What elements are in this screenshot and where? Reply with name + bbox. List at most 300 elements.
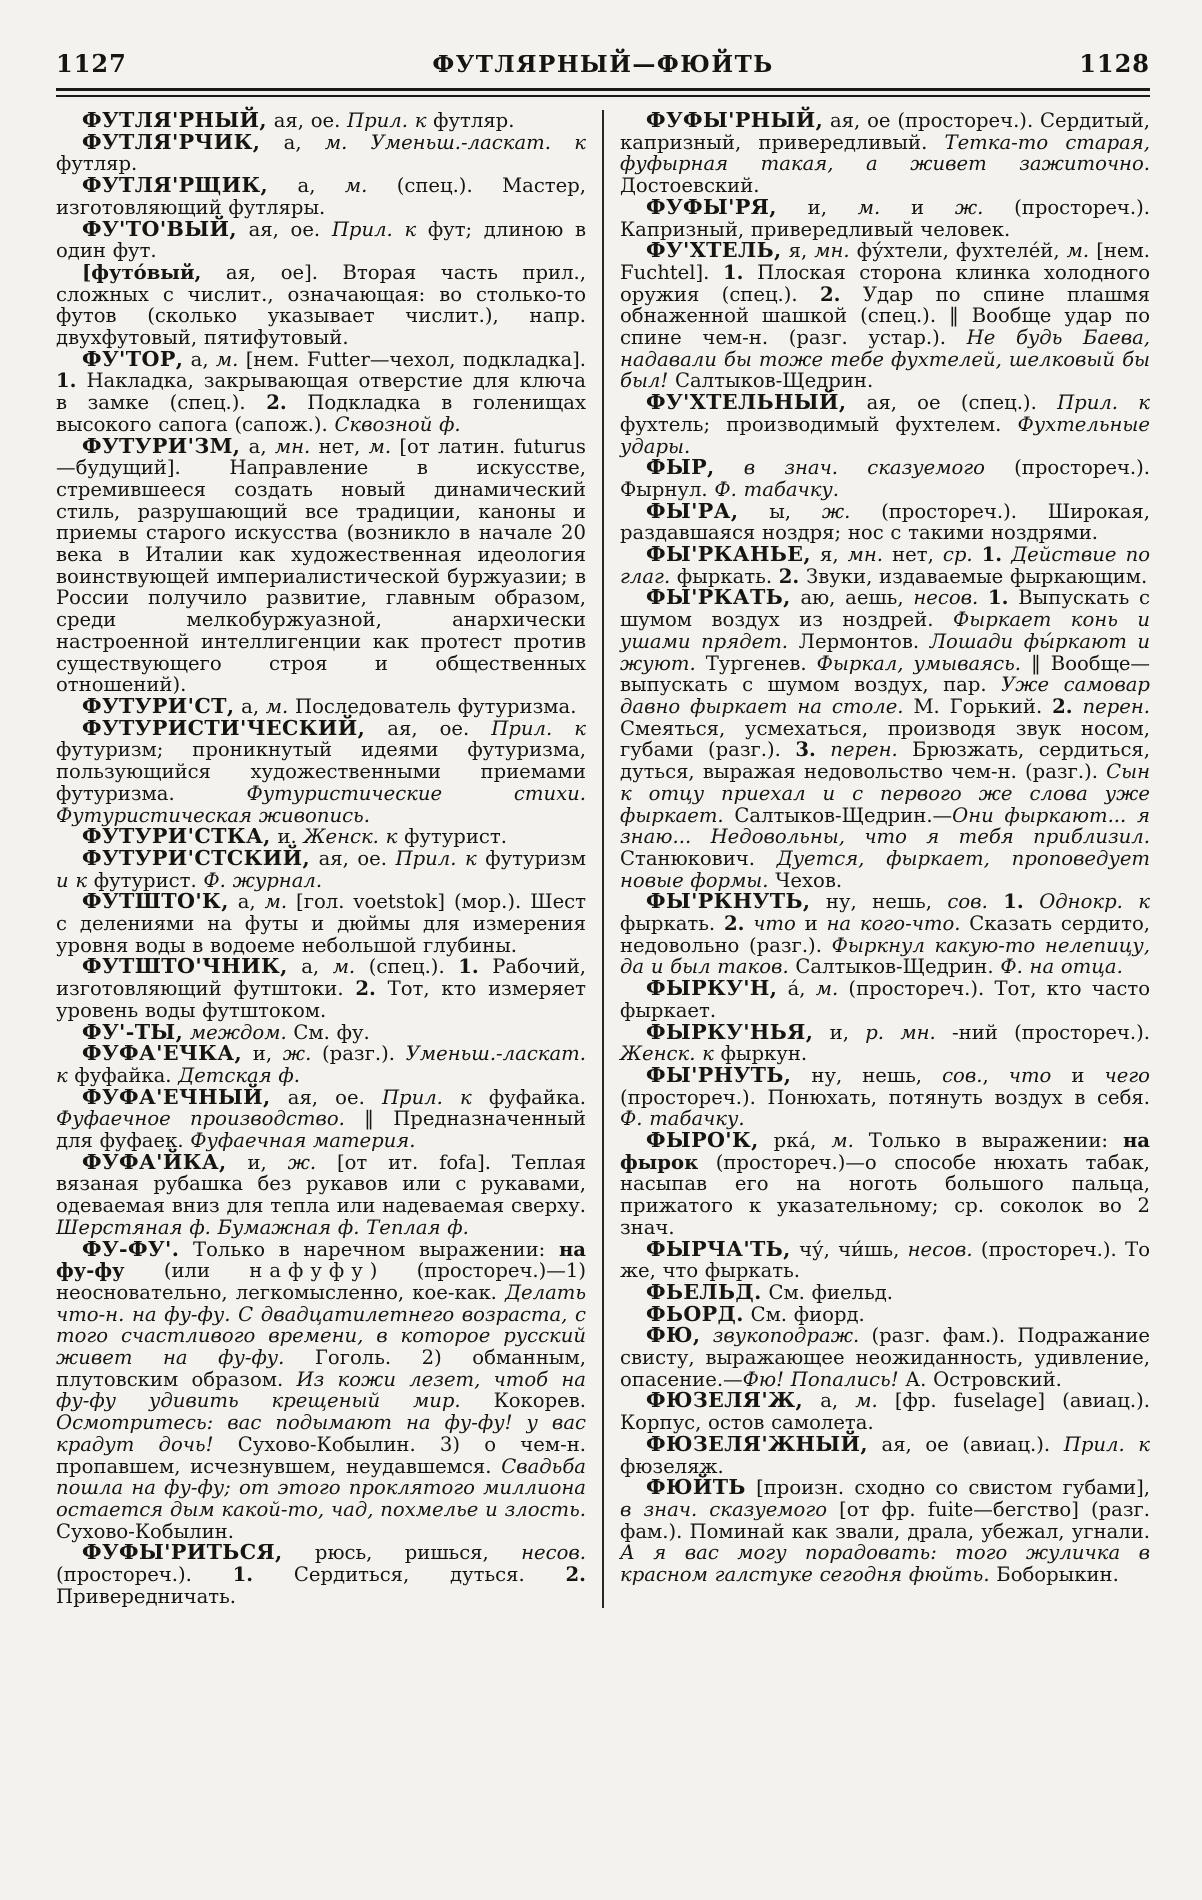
entry-text-run: (простореч.). Фырнул. — [620, 456, 1151, 501]
entry-text-run: несов. — [913, 586, 979, 610]
entry-text-run: м. — [857, 195, 881, 219]
dictionary-entry — [56, 1542, 586, 1607]
entry-text-run: См. фиорд. — [743, 1302, 865, 1326]
entry-text-run: Ф. на отца. — [1000, 955, 1123, 979]
dictionary-entry — [620, 891, 1150, 978]
entry-text-run: Фю! Попались! — [742, 1367, 899, 1391]
entry-text-run: [от фр. fuite—бегство] (разг. фам.). Поминай как звали, драла, убежал, угнали. — [620, 1498, 1150, 1543]
entry-text-run: 2. — [1052, 694, 1073, 718]
entry-text-run: сов. — [947, 890, 988, 914]
dictionary-entry — [620, 1019, 1150, 1066]
entry-text-run: 2. — [778, 564, 800, 588]
entry-text-run: Шерстяная ф. Бумажная ф. Теплая ф. — [56, 1215, 469, 1239]
entry-text-run: м. — [1066, 239, 1090, 263]
entry-headword: ФЮЗЕЛЯ'ЖНЫЙ, — [646, 1431, 868, 1456]
dictionary-entry — [620, 1431, 1150, 1478]
entry-text-run: Фухтельные удары. — [620, 412, 1150, 458]
entry-text-run: Уже самовар давно фыркает на столе. — [620, 673, 1150, 718]
dictionary-entry — [620, 544, 1150, 587]
dictionary-entry — [620, 392, 1150, 457]
entry-text-run: 2. — [565, 1563, 586, 1587]
text-columns — [56, 110, 1150, 1608]
entry-text-run: Тургенев. — [695, 651, 817, 675]
dictionary-entry — [56, 1084, 587, 1153]
entry-text-run: Делать что-н. на фу-фу. С двадцатилетнего возраста, с того счастливого времени, в которое русский живет на фу-фу. — [56, 1280, 586, 1370]
dictionary-entry — [56, 346, 587, 436]
dictionary-entry — [56, 433, 586, 697]
entry-text-run: м. — [264, 890, 288, 914]
entry-text-run: я, — [810, 543, 848, 567]
entry-text-run: Привередничать. — [56, 1584, 237, 1608]
entry-text-run: на фырок — [620, 1129, 1151, 1174]
entry-text-run: Салтыков-Щедрин. — [668, 369, 874, 393]
dictionary-entry — [620, 240, 1150, 392]
entry-text-run: аю, аешь, — [790, 586, 914, 610]
column-right — [604, 110, 1150, 1608]
dictionary-entry — [56, 956, 586, 1021]
entry-text-run: Сухово-Кобылин. — [56, 1519, 234, 1543]
entry-text-run: и, — [226, 1150, 288, 1174]
entry-text-run: м. — [855, 1389, 878, 1413]
entry-text-run: Футуристические стихи. Футуристическая живопись. — [56, 781, 586, 827]
entry-text-run: 1. — [232, 1563, 254, 1587]
entry-text-run: и, — [242, 1042, 283, 1066]
entry-headword: ФУТШТО'К, — [82, 889, 229, 914]
dictionary-entry — [620, 498, 1151, 545]
page-number-right: 1128 — [1079, 49, 1150, 78]
dictionary-entry — [620, 1062, 1150, 1131]
entry-text-run: футурист. — [87, 868, 204, 892]
dictionary-entry — [620, 457, 1150, 500]
entry-text-run: Свадьба пошла на фу-фу; от этого проклятого миллиона остается дым какой-то, чад, похмелье и злость. — [56, 1454, 586, 1521]
entry-text-run: Сухово-Кобылин. 3) о чем-н. пропавшем, исчезнувшем, неудавшемся. — [56, 1432, 587, 1478]
entry-text-run: См. фу. — [286, 1020, 370, 1044]
page-title: ФУТЛЯРНЫЙ—ФЮЙТЬ — [432, 51, 774, 78]
entry-text-run: [нем. Futter—чехол, подкладка]. — [238, 347, 587, 371]
entry-text-run: , — [982, 1063, 1009, 1087]
entry-text-run: Чехов. — [768, 868, 843, 892]
dictionary-entry — [56, 693, 586, 718]
entry-text-run — [978, 586, 988, 609]
entry-text-run: Сказать сердито, недовольно (разг.). — [620, 912, 1150, 957]
entry-text-run: междом. — [189, 1020, 287, 1044]
entry-headword: ФУТУРИСТИ'ЧЕСКИЙ, — [82, 715, 366, 740]
entry-text-run: ‖ Вообще—выпускать с шумом воздух, пар. — [620, 651, 1151, 697]
entry-text-run: 1. — [56, 369, 77, 393]
entry-text-run: м. Уменьш.-ласкат. к — [324, 130, 586, 154]
entry-text-run: а, — [183, 347, 216, 371]
entry-headword: ФУФА'ЕЧНЫЙ, — [82, 1084, 271, 1109]
entry-headword: ФУ-ФУ'. — [82, 1236, 180, 1261]
entry-headword: ФЫ'РКАНЬЕ, — [646, 542, 811, 567]
entry-text-run: ‖ Предназначенный для фуфаек. — [56, 1107, 586, 1153]
entry-text-run: Однокр. к — [1039, 890, 1150, 914]
entry-headword: ФУФА'ЕЧКА, — [82, 1041, 243, 1066]
entry-text-run: футуризм; проникнутый идеями футуризма, пользующийся художественными приемами футуризма. — [56, 738, 586, 805]
dictionary-entry — [620, 1477, 1150, 1586]
entry-text-run: [от латин. futurus—будущий]. Направление в искусстве, стремившееся создать новый динамический стиль, разрушающий все традиции, каноны и приемы старого искусства (возникло в начале 20 века в Италии как художественная идеология воинствующей империалистической буржуазии; в России получило развитие, главным образом, среди мелкобуржуазной, анархически настроенной интеллигенции как протест против существующего строя и общественных отношений). — [56, 434, 586, 697]
entry-text-run: Они фыркают... я знаю... Недовольны, что я тебя приблизил. — [620, 803, 1150, 849]
dictionary-entry — [620, 1390, 1150, 1433]
entry-text-run: Женск. к — [303, 825, 398, 849]
header-double-rule — [56, 88, 1150, 97]
entry-text-run: фыркун. — [713, 1042, 808, 1066]
entry-text-run: [футо́вый, — [82, 260, 202, 284]
entry-text-run: -ний (простореч.). — [935, 1020, 1150, 1044]
entry-headword: ФЮЙТЬ — [646, 1475, 746, 1500]
dictionary-entry — [620, 1301, 1150, 1326]
entry-headword: ФЫ'РКНУТЬ, — [646, 889, 811, 914]
entry-text-run: и. — [270, 825, 304, 849]
entry-text-run: Фуфаечное производство. — [56, 1107, 345, 1131]
entry-text-run — [1073, 695, 1083, 718]
dictionary-entry — [620, 1236, 1150, 1283]
entry-text-run: (спец.). Мастер, изготовляющий футляры. — [56, 174, 586, 219]
entry-headword: ФЮ, — [646, 1323, 701, 1348]
entry-text-run: футурист. — [397, 825, 507, 849]
entry-text-run: Накладка, закрывающая отверстие для ключа в замке (спец.). — [56, 369, 586, 415]
dictionary-entry — [56, 826, 586, 848]
entry-text-run: ы, — [738, 499, 822, 523]
entry-text-run: ая, ое (спец.). — [846, 391, 1058, 415]
entry-text-run: 1. — [988, 586, 1009, 610]
entry-text-run: Прил. к — [381, 1085, 472, 1109]
entry-text-run: [от ит. fofa]. Теплая вязаная рубашка без рукавов или с рукавами, одеваемая вниз для тепла или надеваемая сверху. — [56, 1150, 587, 1218]
entry-headword: ФУТУРИ'СТ, — [82, 693, 235, 718]
entry-headword: ФЫРО'К, — [646, 1128, 759, 1153]
entry-text-run: и — [880, 195, 955, 219]
dictionary-entry — [620, 1279, 1150, 1304]
entry-text-run: несов. — [907, 1237, 973, 1261]
dictionary-entry — [56, 1236, 587, 1543]
entry-text-run: ж. — [282, 1042, 312, 1066]
entry-text-run: ая, ое. — [365, 716, 492, 740]
entry-text-run: а, — [287, 955, 333, 979]
entry-headword: ФЫ'РКАТЬ, — [646, 585, 791, 610]
entry-text-run: что — [753, 912, 796, 936]
entry-headword: ФУФЫ'РНЫЙ, — [646, 108, 824, 132]
entry-text-run: 2. — [820, 282, 841, 306]
entry-text-run: фуфайка. — [67, 1063, 179, 1087]
entry-text-run: Прил. к — [395, 846, 477, 870]
entry-text-run: (простореч.). Широкая, раздавшаяся ноздря; нос с такими ноздрями. — [620, 499, 1151, 545]
entry-text-run: нет, — [883, 543, 943, 567]
entry-text-run: м. — [368, 434, 392, 458]
entry-text-run: я, — [781, 239, 815, 263]
entry-text-run: Ф. табачку. — [714, 477, 840, 501]
entry-text-run: Подкладка в голенищах высокого сапога (сапож.). — [56, 391, 586, 436]
entry-text-run: Дуется, фыркает, проповедует новые формы. — [620, 846, 1150, 892]
entry-text-run — [816, 738, 830, 761]
entry-text-run: звукоподраж. — [712, 1324, 860, 1348]
entry-headword: ФЬЕЛЬД. — [646, 1279, 762, 1304]
entry-text-run: мн. — [847, 543, 884, 567]
entry-text-run: а, — [234, 694, 266, 718]
entry-text-run: перен. — [1082, 694, 1150, 718]
entry-text-run: [фр. fuselage] (авиац.). Корпус, остов самолета. — [620, 1389, 1150, 1435]
entry-text-run: фухтель; производимый фухтелем. — [620, 412, 1018, 436]
dictionary-entry — [56, 1043, 586, 1086]
entry-text-run: Выпускать с шумом воздух из ноздрей. — [620, 586, 1151, 632]
entry-text-run — [1024, 890, 1039, 913]
dictionary-entry — [56, 216, 586, 263]
entry-text-run: Прил. к — [491, 716, 586, 740]
dictionary-entry — [56, 129, 586, 176]
entry-headword: ФЮЗЕЛЯ'Ж, — [646, 1388, 804, 1413]
entry-text-run: а, — [240, 434, 275, 458]
entry-text-run: Смеяться, усмехаться, производя звук носом, губами (разг.). — [620, 716, 1150, 762]
entry-text-run: м. — [265, 694, 289, 718]
dictionary-entry — [56, 715, 586, 827]
entry-text-run: Действие по глаг. — [620, 543, 1150, 588]
entry-headword: ФЫР, — [646, 455, 715, 480]
page-number-left: 1127 — [56, 49, 127, 78]
entry-text-run: Ф. табачку. — [620, 1107, 745, 1131]
dictionary-entry — [620, 587, 1150, 891]
entry-text-run: мн. — [274, 434, 311, 458]
entry-text-run: Боборыкин. — [989, 1563, 1119, 1587]
entry-text-run: 1. — [723, 260, 744, 284]
entry-text-run: Сердиться, дуться. — [253, 1563, 566, 1587]
entry-text-run: м. — [332, 955, 356, 979]
entry-text-run: ср. — [942, 543, 973, 567]
entry-text-run — [973, 543, 982, 566]
entry-text-run: Достоевский. — [620, 174, 760, 198]
entry-text-run: Прил. к — [1057, 391, 1150, 415]
entry-text-run: (спец.). — [355, 955, 459, 979]
entry-text-run: Станюкович. — [620, 846, 777, 870]
running-head — [56, 50, 1150, 79]
entry-text-run: ая, ое (авиац.). — [867, 1432, 1064, 1456]
entry-text-run: [произн. сходно со свистом губами], — [745, 1476, 1150, 1500]
entry-headword: ФУФЫ'РЯ, — [646, 194, 777, 219]
entry-text-run: Лошади фы́ркают и жуют. — [620, 629, 1150, 675]
entry-text-run: р. мн. — [865, 1020, 936, 1044]
entry-text-run: (разг. фам.). Подражание свисту, выражающее неожиданность, удивление, опасение.— — [620, 1324, 1150, 1391]
entry-text-run: футуризм — [476, 846, 587, 870]
entry-text-run: ая, ое. — [266, 109, 348, 132]
entry-headword: ФЫ'РНУТЬ, — [646, 1062, 792, 1087]
entry-text-run: сов. — [942, 1063, 983, 1087]
entry-text-run: Брюзжать, сердиться, дуться, выражая недовольство чем-н. (разг.). — [620, 738, 1151, 784]
entry-text-run: (разг.). — [311, 1042, 406, 1066]
entry-text-run: Прил. к — [1063, 1432, 1150, 1456]
entry-text-run: на фу-фу — [56, 1237, 586, 1283]
entry-text-run: Детская ф. — [178, 1063, 300, 1087]
entry-headword: ФУТЛЯ'РНЫЙ, — [82, 108, 267, 132]
entry-text-run: Осмотритесь: вас подымают на фу-фу! у вас крадут дочь! — [56, 1411, 586, 1456]
entry-text-run: 1. — [1003, 890, 1024, 914]
dictionary-entry — [56, 175, 586, 218]
entry-text-run: чу́, чи́шь, — [790, 1237, 908, 1261]
entry-text-run: а, — [803, 1389, 856, 1413]
entry-text-run: Фыркал, умываясь. — [816, 651, 1021, 675]
entry-text-run: Тетка-то старая, фуфырная такая, а живет зажиточно. — [620, 130, 1150, 176]
entry-text-run: Рабочий, изготовляющий футштоки. — [56, 955, 586, 1001]
dictionary-entry — [56, 1019, 586, 1044]
entry-text-run: фюзеляж. — [620, 1454, 724, 1478]
entry-text-run: 2. — [355, 977, 376, 1001]
entry-text-run: ж. — [954, 195, 984, 219]
entry-headword: ФУТЛЯ'РЧИК, — [82, 129, 261, 154]
entry-text-run: Гоголь. 2) обманным, плутовским образом. — [56, 1346, 586, 1391]
entry-text-run: Удар по спине плашмя обнаженной шашкой (спец.). ‖ Вообще удар по спине чем-н. (разг. устар.). — [620, 282, 1150, 350]
entry-text-run: Женск. к — [620, 1042, 714, 1066]
entry-text-run: на кого-что. — [826, 912, 961, 936]
entry-text-run: (простореч.). Понюхать, потянуть воздух в себя. — [620, 1085, 1150, 1109]
entry-text-run: Только в наречном выражении: — [179, 1237, 559, 1261]
entry-text-run: и к — [56, 868, 88, 892]
entry-text-run: нафуфу — [249, 1259, 370, 1283]
dictionary-entry — [620, 110, 1150, 197]
entry-text-run: А я вас могу порадовать: того жуличка в красном галстуке сегодня фюйть. — [620, 1541, 1150, 1587]
entry-headword: ФУ'-ТЫ, — [82, 1019, 184, 1044]
entry-text-run: ж. — [821, 499, 851, 523]
entry-text-run — [988, 890, 1003, 913]
entry-headword: ФЫ'РА, — [646, 498, 739, 523]
entry-text-run: ая, ое (простореч.). Сердитый, капризный, привередливый. — [620, 109, 1150, 154]
entry-text-run: и, — [776, 195, 858, 219]
entry-text-run: фыркать. — [620, 912, 724, 936]
entry-text-run: футляр. — [56, 152, 138, 176]
entry-text-run: м. — [215, 347, 239, 371]
entry-text-run: [гол. voetstok] (мор.). Шест с делениями на футы и дюймы для измерения уровня воды в водоеме небольшой глубины. — [56, 890, 586, 957]
entry-text-run: ну, нешь, — [810, 890, 948, 914]
entry-text-run: ну, нешь, — [791, 1063, 943, 1087]
entry-text-run: мн. — [814, 239, 850, 263]
entry-text-run: (или — [124, 1259, 250, 1283]
dictionary-entry — [620, 1130, 1150, 1239]
entry-text-run: и — [795, 912, 827, 936]
entry-text-run: (простореч.). Капризный, привередливый человек. — [620, 195, 1150, 241]
entry-text-run: ая, ое. — [270, 1085, 382, 1109]
entry-text-run: Сын к отцу приехал и с первого же слова уже фыркает. — [620, 760, 1150, 827]
entry-text-run: 2. — [266, 391, 287, 415]
entry-text-run: чего — [1104, 1063, 1150, 1087]
entry-text-run: 2. — [723, 912, 745, 936]
entry-text-run: 3. — [795, 738, 816, 762]
entry-text-run: рка́, — [758, 1129, 832, 1153]
entry-text-run: ая, ое. — [236, 217, 332, 241]
column-left — [56, 110, 604, 1608]
entry-text-run: Тот, кто измеряет уровень воды футштоком. — [56, 977, 586, 1022]
entry-headword: ФЫРКУ'Н, — [646, 976, 778, 1001]
entry-text-run: несов. — [521, 1541, 586, 1565]
entry-text-run: перен. — [830, 738, 898, 762]
entry-headword: ФЫРКУ'НЬЯ, — [646, 1019, 814, 1044]
entry-text-run: м. — [815, 977, 839, 1001]
entry-headword: ФУФА'ЙКА, — [82, 1149, 227, 1174]
entry-text-run: М. Горький. — [903, 694, 1053, 718]
entry-text-run — [1002, 543, 1011, 566]
entry-headword: ФЬОРД. — [646, 1301, 744, 1326]
entry-text-run: а́, — [777, 977, 816, 1001]
dictionary-entry — [56, 1149, 587, 1239]
entry-text-run: (простореч.). — [56, 1563, 233, 1587]
entry-text-run: Прил. к — [347, 109, 427, 132]
entry-text-run: Не будь Баева, надавали бы тоже тебе фухтелей, шелковый бы был! — [620, 326, 1151, 393]
entry-text-run: фыркать. — [670, 564, 779, 588]
entry-text-run: (простореч.). Тот, кто часто фыркает. — [620, 977, 1150, 1022]
entry-headword: ФУ'ХТЕЛЬНЫЙ, — [646, 390, 847, 415]
entry-text-run: Кокорев. — [460, 1389, 586, 1413]
entry-text-run: и — [1051, 1063, 1105, 1087]
entry-text-run: ж. — [287, 1150, 317, 1174]
entry-text-run — [700, 1324, 712, 1347]
entry-text-run: Салтыков-Щедрин.— — [723, 803, 953, 827]
dictionary-entry — [56, 845, 587, 892]
entry-text-run: Ф. журнал. — [203, 868, 323, 892]
entry-text-run: А. Островский. — [898, 1367, 1062, 1391]
entry-text-run: Сквозной ф. — [334, 412, 461, 436]
entry-text-run: См. фиельд. — [761, 1280, 894, 1304]
dictionary-entry — [620, 1325, 1150, 1390]
entry-text-run: (простореч.). То же, что фыркать. — [620, 1237, 1150, 1283]
entry-text-run: Последователь футуризма. — [288, 694, 577, 718]
entry-text-run: нет, — [310, 434, 369, 458]
entry-text-run: Фыркнул какую-то нелепицу, да и был таков. — [620, 933, 1150, 979]
entry-headword: ФУТУРИ'ЗМ, — [82, 433, 241, 458]
entry-text-run — [715, 456, 744, 479]
entry-text-run: а, — [228, 890, 265, 914]
entry-text-run: что — [1008, 1063, 1052, 1087]
entry-text-run: Из кожи лезет, чтоб на фу-фу удивить крещеный мир. — [56, 1367, 586, 1413]
entry-text-run: ая, ое. — [310, 846, 396, 870]
entry-text-run: и, — [813, 1020, 866, 1044]
entry-headword: ФУТУРИ'СТКА, — [82, 824, 271, 849]
entry-text-run: Только в выражении: — [853, 1129, 1123, 1153]
entry-text-run: 1. — [981, 543, 1003, 567]
entry-text-run: Уменьш.-ласкат. к — [56, 1042, 586, 1087]
entry-text-run: 1. — [458, 955, 479, 979]
entry-text-run: Салтыков-Щедрин. — [788, 955, 1001, 979]
dictionary-entry — [56, 262, 586, 349]
entry-headword: ФУТШТО'ЧНИК, — [82, 954, 288, 979]
entry-text-run: футляр. — [426, 109, 515, 132]
dictionary-entry — [56, 110, 586, 132]
entry-text-run: Звуки, издаваемые фыркающим. — [799, 564, 1148, 588]
dictionary-entry — [620, 978, 1150, 1021]
entry-headword: ФЫРЧА'ТЬ, — [646, 1236, 791, 1261]
entry-text-run: в знач. сказуемого — [743, 456, 985, 480]
entry-headword: ФУТУРИ'СТСКИЙ, — [82, 845, 311, 870]
dictionary-entry — [620, 194, 1150, 241]
entry-text-run: рюсь, ришься, — [282, 1541, 522, 1565]
entry-text-run: м. — [344, 174, 368, 198]
entry-text-run: м. — [831, 1129, 854, 1153]
entry-headword: ФУФЫ'РИТЬСЯ, — [82, 1540, 283, 1565]
entry-text-run: Лермонтов. — [788, 629, 930, 653]
entry-text-run: ая, ое]. Вторая часть прил., сложных с числит., означающая: во столько-то футов (сколько указывает числит.), напр. двухфутовый, пятифутовый. — [56, 260, 586, 350]
entry-text-run — [744, 912, 753, 935]
entry-headword: ФУ'ТОР, — [82, 346, 184, 371]
entry-text-run: Фуфаечная материя. — [190, 1129, 416, 1153]
dictionary-entry — [56, 891, 586, 956]
entry-text-run: (простореч.)—о способе нюхать табак, насыпав его на ноготь большого пальца, прижатого к указательному; ср. соколок во 2 знач. — [620, 1150, 1150, 1239]
entry-text-run: Прил. к — [331, 217, 417, 241]
entry-text-run: [нем. Fuchtel]. — [620, 239, 1151, 284]
entry-text-run: в знач. сказуемого — [620, 1498, 828, 1521]
entry-text-run — [183, 1021, 190, 1044]
entry-text-run: фу́хтели, фухтеле́й, — [849, 239, 1067, 263]
entry-text-run: фут; длиною в один фут. — [56, 217, 586, 263]
entry-text-run: Фыркает конь и ушами прядет. — [620, 608, 1150, 653]
entry-headword: ФУ'ТО'ВЫЙ, — [82, 216, 237, 241]
entry-text-run: ) (простореч.)—1) неосновательно, легкомысленно, кое-как. — [56, 1259, 586, 1304]
entry-headword: ФУТЛЯ'РЩИК, — [82, 173, 269, 198]
entry-text-run: а, — [268, 174, 345, 198]
entry-text-run: а, — [260, 130, 325, 154]
